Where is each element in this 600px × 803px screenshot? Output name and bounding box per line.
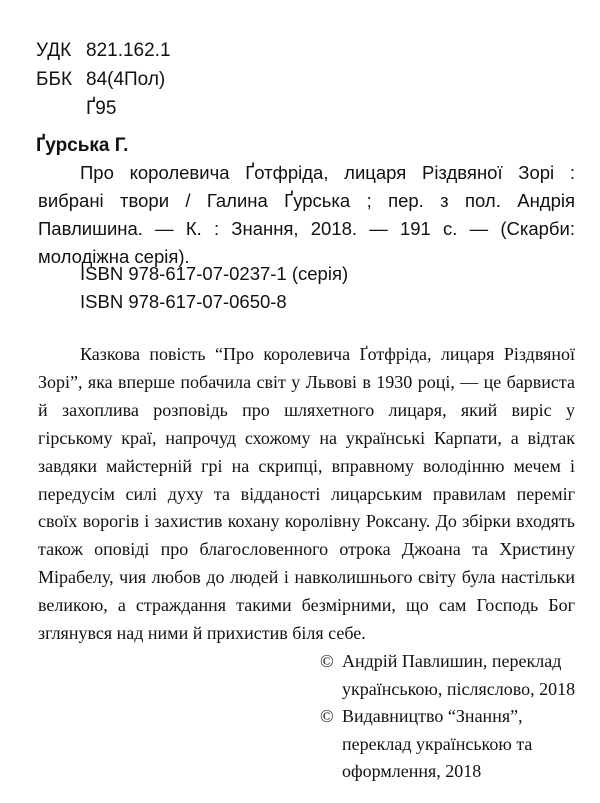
bbk-value: 84(4Пол): [86, 69, 166, 90]
copyright-symbol: ©: [320, 706, 334, 726]
udk-label: УДК: [36, 40, 72, 61]
copyright-block: [320, 648, 582, 786]
annotation: Казкова повість “Про королевича Ґотфріда, лицаря Різдвяної Зорі”, яка вперше побачила світ у Львові в 1930 році, — це барвиста й захоплива розповідь про шляхетного лицаря, який виріс у гірському краї, напрочуд схожому на українські Карпати, а відтак завдяки майстерній грі на скрипці, вправному володінню мечем і передусім силі духу та відданості лицарським правилам переміг своїх ворогів і захистив кохану королівну Роксану. До збірки входять також оповіді про благословенного отрока Джоана та Христину Мірабелу, чия любов до людей і навколишнього світу була настільки великою, а страждання такими безмірними, що сам Господь Бог зглянувся над ними й прихистив біля себе.: [38, 344, 575, 644]
classification-block: [36, 36, 171, 123]
bibliographic-description: Про королевича Ґотфріда, лицаря Різдвяної Зорі : вибрані твори / Галина Ґурська ; пер. з пол. Андрія Павлишина. — К. : Знання, 2018. — 191 с. — (Скарби: молодіжна серія).: [38, 162, 575, 267]
copyright-text: Видавництво “Знання”, переклад українською та оформлення, 2018: [342, 706, 533, 781]
copyright-translator: [320, 648, 582, 703]
isbn-series: ISBN 978-617-07-0237-1 (серія): [80, 263, 349, 284]
copyright-symbol: ©: [320, 651, 334, 671]
copyright-publisher: [320, 703, 582, 786]
isbn-block: [80, 260, 348, 316]
author-heading: Ґурська Г.: [36, 135, 129, 156]
bbk-row: [36, 65, 171, 94]
udk-value: 821.162.1: [86, 40, 171, 61]
bbk-label: ББК: [36, 69, 73, 90]
author-mark: Ґ95: [86, 98, 117, 119]
isbn-book: ISBN 978-617-07-0650-8: [80, 291, 287, 312]
udk-row: [36, 36, 171, 65]
copyright-text: Андрій Павлишин, переклад українською, післяслово, 2018: [342, 651, 576, 699]
